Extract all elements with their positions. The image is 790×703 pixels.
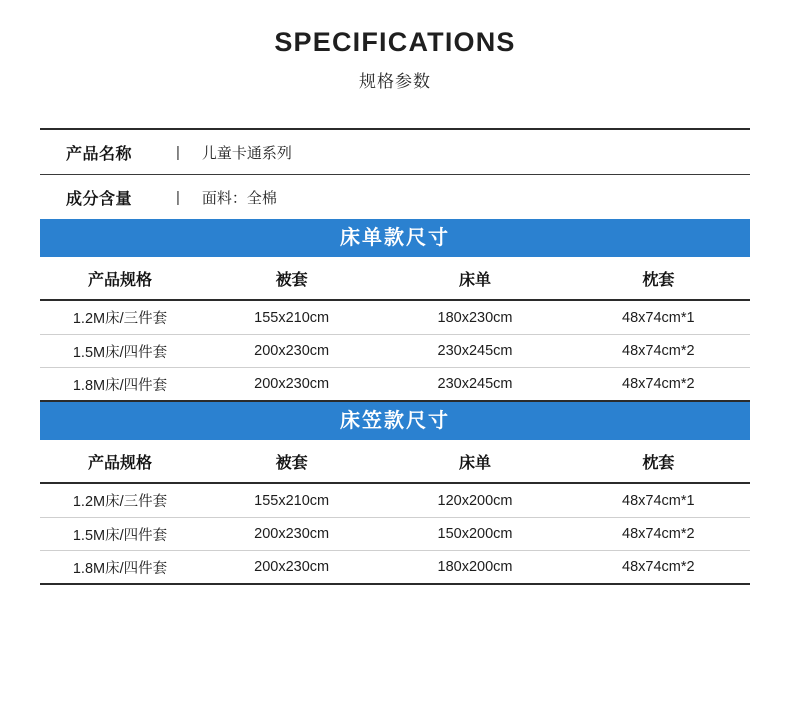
table-row	[40, 550, 750, 583]
table-header-row	[40, 257, 750, 299]
cell-sheet: 230x245cm	[437, 343, 513, 360]
cell-duvet: 200x230cm	[254, 343, 330, 360]
table-header-row	[40, 440, 750, 482]
size-table-fitted-sheet	[40, 402, 750, 585]
info-value-composition: 面料：全棉	[201, 189, 277, 207]
cell-pillowcase: 48x74cm*2	[622, 526, 695, 543]
table-bottom-rule	[40, 583, 750, 585]
cell-duvet: 200x230cm	[254, 376, 330, 393]
info-row-composition	[40, 175, 750, 219]
cell-sheet: 150x200cm	[437, 526, 513, 543]
product-info-section	[40, 128, 750, 219]
cell-spec: 1.2M床/三件套	[72, 311, 168, 328]
table-row	[40, 367, 750, 400]
info-value-product-name: 儿童卡通系列	[201, 144, 292, 162]
table-row	[40, 301, 750, 334]
cell-spec: 1.5M床/四件套	[72, 344, 168, 361]
table-band-fitted-sheet: 床笠款尺寸	[40, 402, 750, 440]
cell-sheet: 180x200cm	[437, 559, 513, 576]
page-title-chinese: 规格参数	[359, 72, 431, 92]
info-row-product-name	[40, 130, 750, 174]
cell-spec: 1.8M床/四件套	[72, 560, 168, 577]
cell-duvet: 200x230cm	[254, 559, 330, 576]
page-header	[0, 0, 790, 92]
cell-duvet: 155x210cm	[254, 492, 330, 509]
cell-spec: 1.8M床/四件套	[72, 377, 168, 394]
table-row	[40, 334, 750, 367]
cell-duvet: 200x230cm	[254, 526, 330, 543]
column-header-duvet: 被套	[275, 454, 308, 472]
cell-spec: 1.2M床/三件套	[72, 494, 168, 511]
cell-duvet: 155x210cm	[254, 309, 330, 326]
cell-pillowcase: 48x74cm*2	[622, 376, 695, 393]
info-label-product-name: 产品名称	[66, 145, 133, 163]
info-separator: |	[176, 188, 180, 206]
column-header-sheet: 床单	[458, 454, 491, 472]
column-header-sheet: 床单	[458, 271, 491, 289]
cell-spec: 1.5M床/四件套	[72, 527, 168, 544]
column-header-pillowcase: 枕套	[642, 271, 675, 289]
column-header-pillowcase: 枕套	[642, 454, 675, 472]
info-label-composition: 成分含量	[66, 190, 133, 208]
table-band-bedsheet: 床单款尺寸	[40, 219, 750, 257]
cell-pillowcase: 48x74cm*1	[622, 309, 695, 326]
cell-pillowcase: 48x74cm*2	[622, 559, 695, 576]
size-table-bedsheet	[40, 219, 750, 402]
cell-sheet: 120x200cm	[437, 492, 513, 509]
column-header-spec: 产品规格	[87, 271, 152, 289]
column-header-duvet: 被套	[275, 271, 308, 289]
table-row	[40, 517, 750, 550]
cell-pillowcase: 48x74cm*2	[622, 343, 695, 360]
cell-sheet: 230x245cm	[437, 376, 513, 393]
table-row	[40, 484, 750, 517]
column-header-spec: 产品规格	[87, 454, 152, 472]
cell-sheet: 180x230cm	[437, 309, 513, 326]
page-title-english: SPECIFICATIONS	[274, 27, 516, 57]
info-separator: |	[176, 143, 180, 161]
cell-pillowcase: 48x74cm*1	[622, 492, 695, 509]
